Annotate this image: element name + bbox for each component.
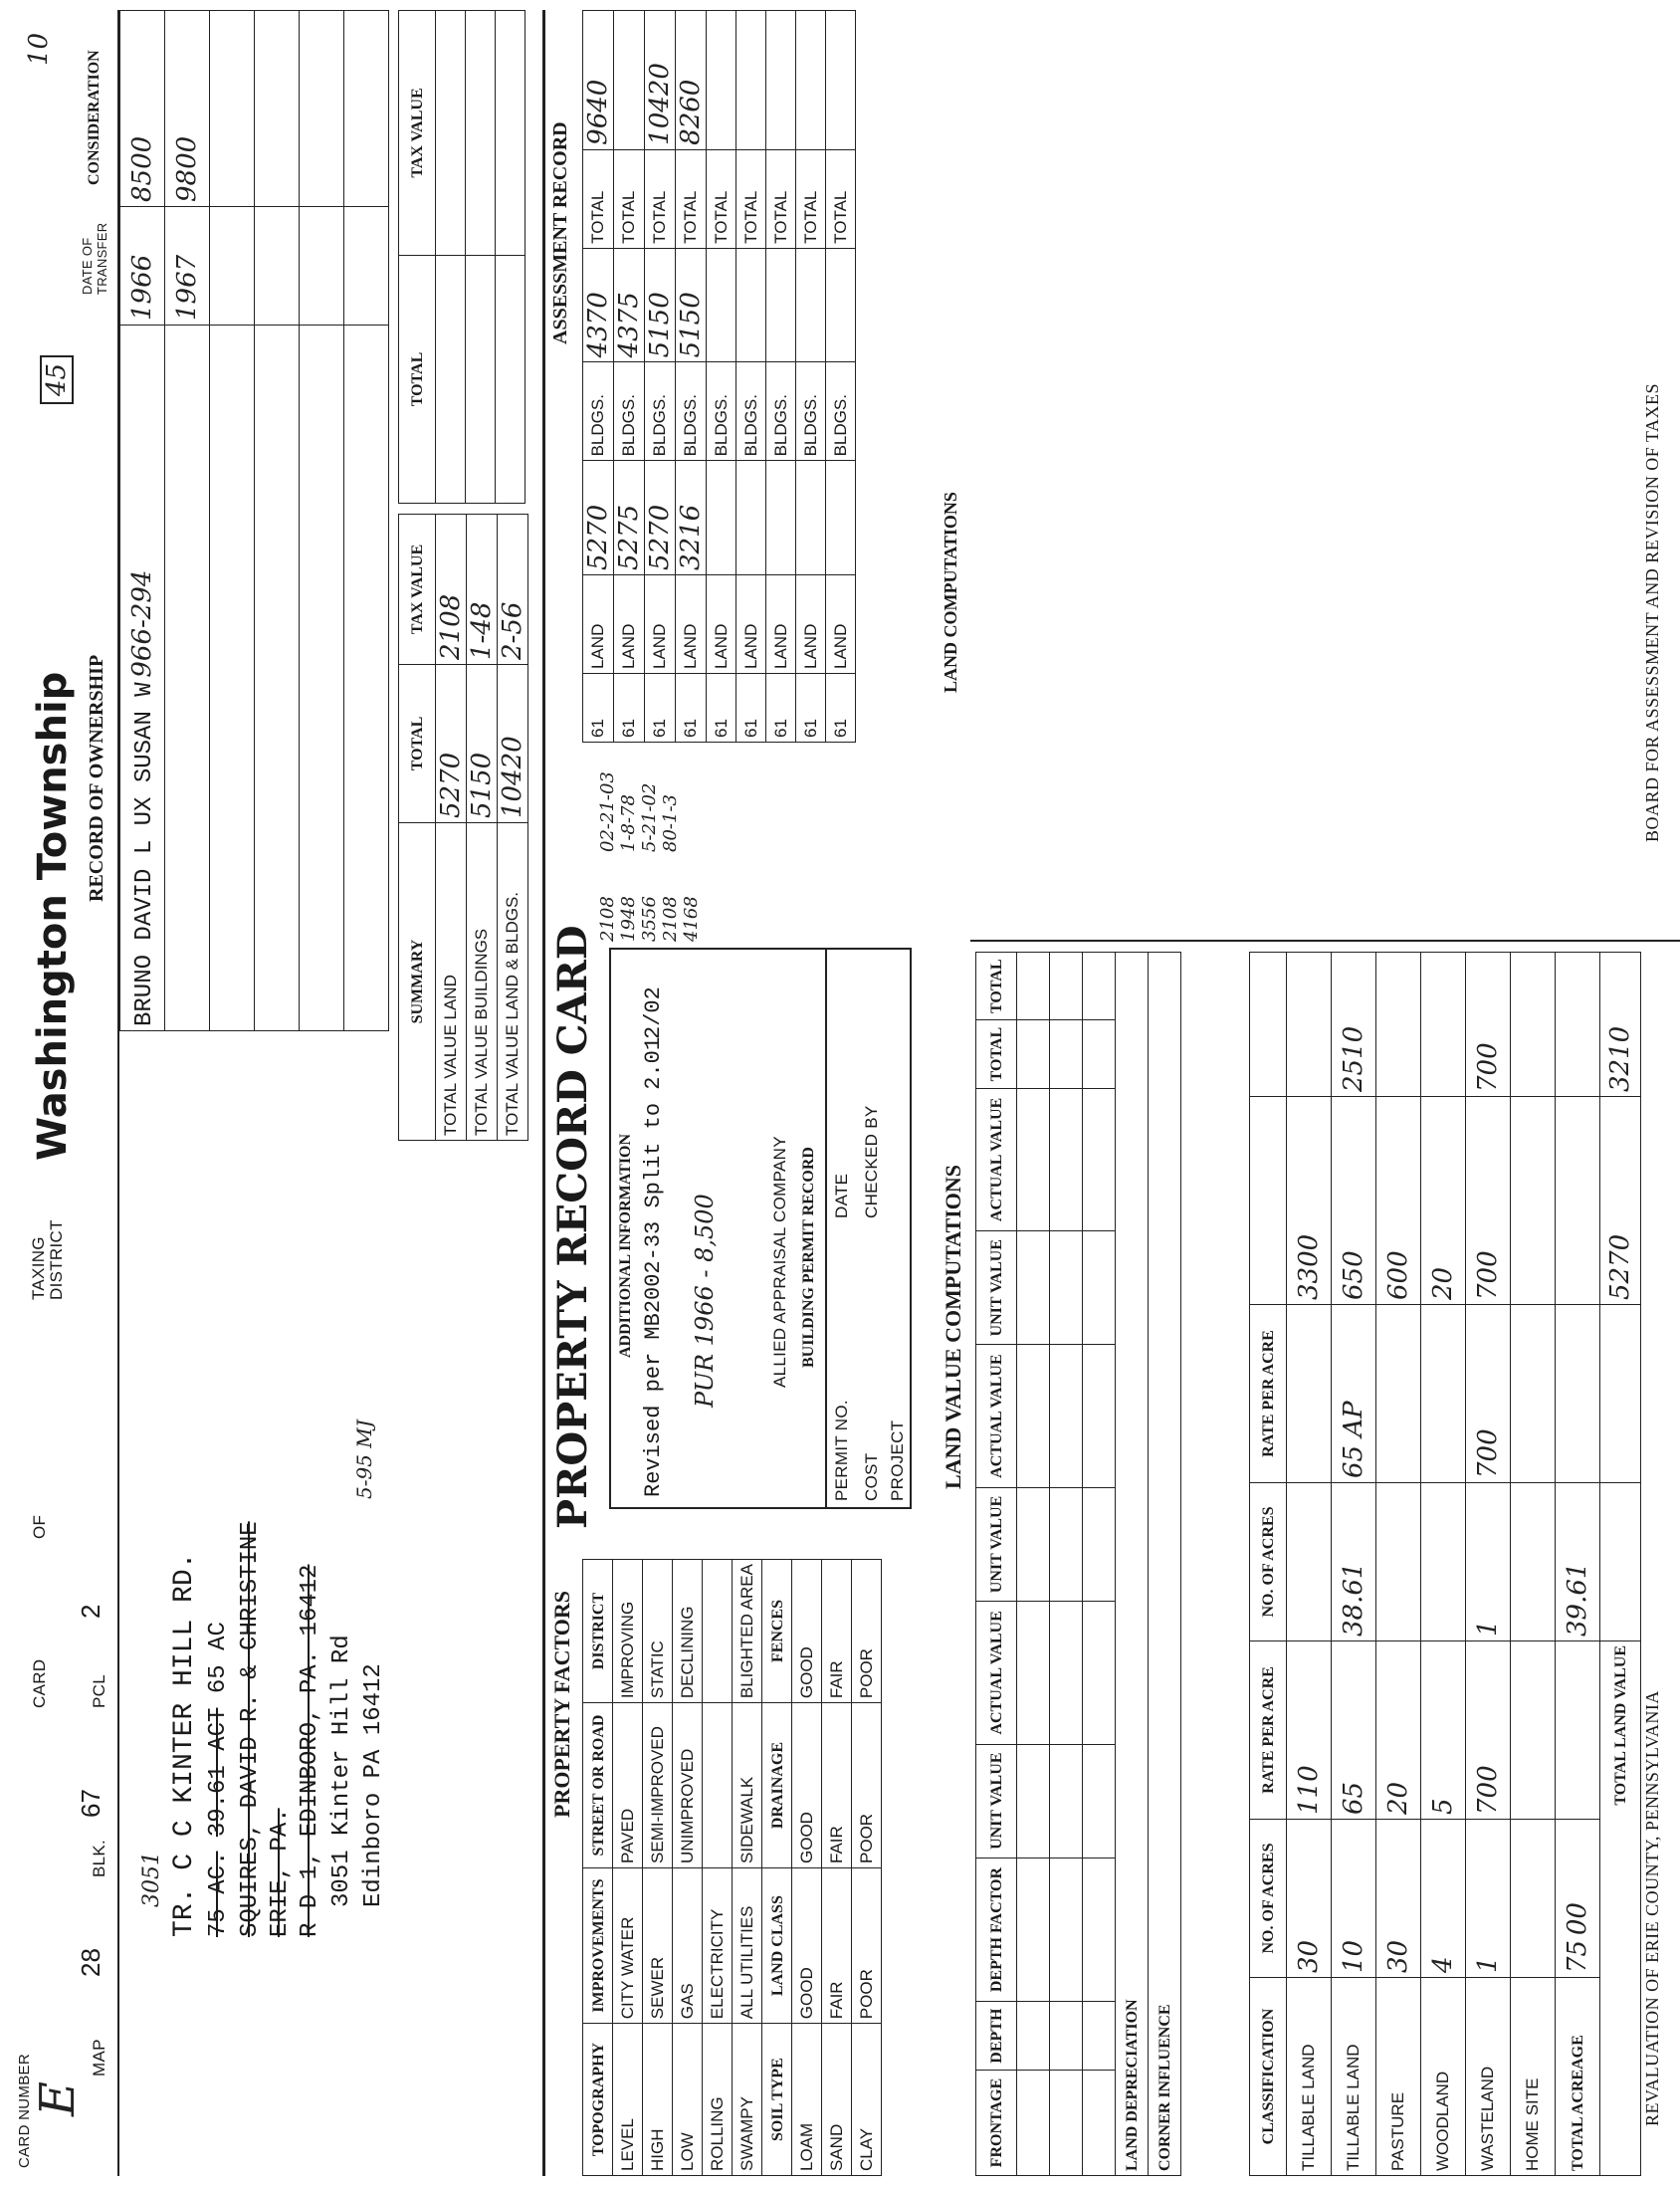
- pf-cell: POOR: [852, 1560, 882, 1703]
- total-acreage-label: TOTAL ACREAGE: [1570, 2035, 1586, 2171]
- assessment-group: [766, 11, 796, 743]
- prc-panel: [549, 925, 918, 1549]
- class-total: 600: [1383, 1250, 1413, 1300]
- corner-influence-label: CORNER INFLUENCE: [1156, 2004, 1173, 2171]
- pf-cell: LEVEL: [613, 2024, 643, 2176]
- assessment-group: [796, 11, 826, 743]
- pf-cell: GOOD: [792, 1703, 822, 1868]
- ownership-row: [210, 11, 255, 1031]
- permit-no-label: PERMIT NO.: [832, 1400, 851, 1501]
- pf-cell: [703, 1560, 733, 1703]
- total-land-value-label: TOTAL LAND VALUE: [1612, 1645, 1629, 1806]
- address-block: [139, 1151, 527, 1947]
- pf-header: STREET OR ROAD: [589, 1714, 607, 1857]
- side-value: 3556: [639, 896, 660, 942]
- class-header: CLASSIFICATION: [1260, 2008, 1277, 2145]
- bldgs-label: BLDGS.: [826, 362, 856, 461]
- checked-by-label: CHECKED BY: [862, 1105, 881, 1218]
- lv-header: UNIT VALUE: [988, 1752, 1005, 1850]
- summary-row: [436, 515, 467, 1141]
- pf-cell: SIDEWALK: [733, 1703, 762, 1868]
- year-code: 61: [800, 719, 820, 738]
- pf-cell: SWAMPY: [733, 2024, 762, 2176]
- pf-cell: FAIR: [822, 1867, 852, 2023]
- class-acres: 4: [1428, 1956, 1458, 1973]
- card-number-label: CARD NUMBER: [16, 2054, 33, 2168]
- land-label: LAND: [645, 575, 676, 674]
- pf-cell: LOAM: [792, 2024, 822, 2176]
- address-line7: Edinboro PA 16412: [360, 1663, 387, 1907]
- class-total: 650: [1339, 1250, 1368, 1300]
- pf-row: [852, 1560, 882, 2176]
- lv-header: ACTUAL VALUE: [988, 1611, 1005, 1735]
- ownership-row: [300, 11, 344, 1031]
- year-code: 61: [650, 719, 669, 738]
- total-label: TOTAL: [707, 149, 736, 248]
- lv-header: TOTAL: [988, 1026, 1005, 1082]
- class-label: TILLABLE LAND: [1287, 1978, 1332, 2176]
- summary-row-label: TOTAL VALUE LAND: [441, 975, 460, 1136]
- owner-deed: 966-294: [126, 569, 157, 678]
- pf-cell: IMPROVING: [613, 1560, 643, 1703]
- additional-info-label: ADDITIONAL INFORMATION: [617, 1133, 634, 1358]
- pf-row: [673, 1560, 703, 2176]
- assessment-bldgs: 4370: [583, 292, 613, 358]
- township-name: Washington Township: [30, 671, 76, 1161]
- assessment-total: 8260: [676, 79, 706, 145]
- property-factors-heading: PROPERTY FACTORS: [549, 1590, 574, 1818]
- year-code: 61: [740, 719, 760, 738]
- record-of-ownership-label: RECORD OF OWNERSHIP: [86, 654, 107, 902]
- classification-table: [1249, 952, 1641, 2176]
- summary-row-tax: 1-48: [467, 601, 497, 660]
- card-label: CARD: [30, 1658, 49, 1708]
- pf-header2: LAND CLASS: [768, 1895, 786, 1997]
- lv-header: FRONTAGE: [988, 2077, 1005, 2168]
- land-label: LAND: [676, 575, 707, 674]
- project-label: PROJECT: [888, 1420, 907, 1501]
- date-of-transfer-label: DATE OF TRANSFER: [80, 222, 109, 295]
- pf-cell: CITY WATER: [613, 1867, 643, 2023]
- summary-row-label: TOTAL VALUE BUILDINGS: [472, 928, 491, 1136]
- of-label: OF: [30, 1514, 49, 1539]
- total-acreage: 75: [1563, 1939, 1592, 1973]
- assessment-bldgs: 4375: [614, 292, 644, 358]
- assessment-group: [707, 11, 736, 743]
- total-land-value2: 3210: [1605, 1025, 1635, 1092]
- class-header: NO. OF ACRES: [1260, 1506, 1277, 1618]
- class-rate: 110: [1294, 1765, 1324, 1815]
- side-value: 2108: [660, 896, 681, 942]
- land-value-table: [975, 952, 1181, 2176]
- top-right-tax-label: TAX VALUE: [409, 88, 426, 178]
- address-line2-struck-b: 39.61 ACT: [205, 1707, 232, 1838]
- side-value: 2108: [597, 896, 618, 942]
- revised-date: 2/02: [641, 986, 666, 1039]
- bldgs-label: BLDGS.: [583, 362, 614, 461]
- pur-note: PUR 1966 - 8,500: [691, 1194, 719, 1408]
- class-acres: 30: [1294, 1939, 1324, 1973]
- class-total: 3300: [1294, 1233, 1324, 1300]
- class-row: [1332, 953, 1376, 2176]
- side-value: 1948: [618, 896, 639, 942]
- total-land-value: 5270: [1605, 1233, 1635, 1300]
- land-label: LAND: [826, 575, 856, 674]
- date-label: DATE: [832, 1173, 851, 1218]
- revised-note: Revised per MB2002-33 Split to 2.01: [641, 1036, 666, 1497]
- pf-cell: SEMI-IMPROVED: [643, 1703, 673, 1868]
- class-rate2: 65 AP: [1339, 1401, 1368, 1478]
- class-acres2: 1: [1473, 1620, 1503, 1637]
- lv-header: ACTUAL VALUE: [988, 1354, 1005, 1478]
- assessment-group: [736, 11, 766, 743]
- land-label: LAND: [766, 575, 796, 674]
- pf-row: [792, 1560, 822, 2176]
- class-label: HOME SITE: [1511, 1978, 1556, 2176]
- ownership-row: [165, 11, 210, 1031]
- class-header: RATE PER ACRE: [1260, 1666, 1277, 1794]
- land-computations-area: [970, 751, 1680, 942]
- address-line4: ERIE, PA.: [267, 1808, 294, 1937]
- assessment-group: [645, 11, 676, 743]
- assessment-group: [614, 11, 645, 743]
- pf-cell: HIGH: [643, 2024, 673, 2176]
- card-number-value: E: [30, 2080, 86, 2116]
- total-label: TOTAL: [736, 149, 766, 248]
- assessment-group: [583, 11, 614, 743]
- total-acreage-dec: 00: [1563, 1902, 1592, 1936]
- assessment-total: 10420: [645, 63, 675, 145]
- land-label: LAND: [736, 575, 766, 674]
- summary-row-label: TOTAL VALUE LAND & BLDGS.: [503, 891, 522, 1136]
- class-acres: 10: [1339, 1939, 1368, 1973]
- bldgs-label: BLDGS.: [736, 362, 766, 461]
- year-code: 61: [770, 719, 790, 738]
- class-acres: 1: [1473, 1956, 1503, 1973]
- class-row: [1376, 953, 1421, 2176]
- assessment-table: [582, 10, 856, 743]
- cost-label: COST: [862, 1452, 881, 1501]
- owner-consideration: 9800: [172, 135, 202, 202]
- owner-name: BRUNO DAVID L UX SUSAN W: [130, 682, 158, 1026]
- total-label: TOTAL: [614, 149, 645, 248]
- total-label: TOTAL: [676, 149, 707, 248]
- pf-header2: FENCES: [768, 1600, 786, 1663]
- side-values: [597, 862, 926, 942]
- assessment-land: 5270: [583, 504, 613, 570]
- assessment-group: [676, 11, 707, 743]
- address-line5: R D 1, EDINBORO, PA. 16412: [297, 1564, 323, 1937]
- pf-header2: SOIL TYPE: [768, 2058, 786, 2141]
- ownership-table: [119, 10, 389, 1031]
- year-code: 61: [830, 719, 850, 738]
- lv-header: DEPTH: [988, 2008, 1005, 2064]
- owner-date: 1966: [127, 254, 157, 321]
- pf-cell: UNIMPROVED: [673, 1703, 703, 1868]
- pf-cell: STATIC: [643, 1560, 673, 1703]
- address-line2-struck: 75 AC.: [205, 1851, 232, 1937]
- prc-box: [609, 948, 912, 1509]
- summary-total-label: TOTAL: [409, 716, 426, 771]
- footer-right: BOARD FOR ASSESSMENT AND REVISION OF TAXES: [1642, 383, 1662, 842]
- pf-cell: GOOD: [792, 1560, 822, 1703]
- pf-cell: ALL UTILITIES: [733, 1867, 762, 2023]
- ownership-row: [120, 11, 165, 1031]
- pcl-label: PCL: [90, 1674, 108, 1708]
- class-total: 20: [1428, 1266, 1458, 1300]
- land-label: LAND: [707, 575, 736, 674]
- class-row: [1466, 953, 1511, 2176]
- top-right-total-label: TOTAL: [409, 351, 426, 407]
- assessment-total: 9640: [583, 79, 613, 145]
- total-label: TOTAL: [826, 149, 856, 248]
- summary-table: [398, 514, 528, 1141]
- class-rate: 700: [1473, 1765, 1503, 1815]
- class-total: 700: [1473, 1250, 1503, 1300]
- pf-cell: FAIR: [822, 1560, 852, 1703]
- assessment-bldgs: 5150: [676, 292, 706, 358]
- class-rate: 20: [1383, 1781, 1413, 1815]
- consideration-label: CONSIDERATION: [86, 50, 103, 185]
- pf-header2: DRAINAGE: [768, 1741, 786, 1830]
- year-code: 61: [619, 719, 638, 738]
- bldgs-label: BLDGS.: [707, 362, 736, 461]
- lv-header: UNIT VALUE: [988, 1239, 1005, 1337]
- class-rate: 65: [1339, 1781, 1368, 1815]
- side-date: 80-1-3: [660, 794, 681, 852]
- pf-cell: CLAY: [852, 2024, 882, 2176]
- address-line6: 3051 Kinter Hill Rd: [328, 1635, 355, 1907]
- assessment-heading: ASSESSMENT RECORD: [549, 121, 571, 344]
- assessment-land: 5270: [645, 504, 675, 570]
- boxed-number: 45: [40, 355, 74, 404]
- property-factors-table: [582, 1559, 882, 2176]
- summary-row-total: 5270: [436, 752, 466, 818]
- lv-header: DEPTH FACTOR: [988, 1866, 1005, 1993]
- blk-label: BLK.: [90, 1839, 108, 1877]
- taxing-district-label: TAXING DISTRICT: [29, 1219, 66, 1300]
- class-total2: 2510: [1339, 1025, 1368, 1092]
- address-line1: TR. C C KINTER HILL RD.: [169, 1552, 200, 1937]
- land-label: LAND: [796, 575, 826, 674]
- pf-cell: POOR: [852, 1703, 882, 1868]
- blk-value: 67: [76, 1789, 105, 1818]
- page-number: 10: [24, 32, 54, 66]
- class-label: WOODLAND: [1421, 1978, 1466, 2176]
- summary-heading: SUMMARY: [409, 939, 426, 1024]
- class-acres2: 38.61: [1339, 1562, 1368, 1637]
- bldgs-label: BLDGS.: [676, 362, 707, 461]
- pf-header: TOPOGRAPHY: [589, 2042, 607, 2157]
- pf-row: [613, 1560, 643, 2176]
- bldgs-label: BLDGS.: [614, 362, 645, 461]
- bldgs-label: BLDGS.: [766, 362, 796, 461]
- pf-row: [703, 1560, 733, 2176]
- class-header: RATE PER ACRE: [1260, 1330, 1277, 1457]
- pf-cell: POOR: [852, 1867, 882, 2023]
- side-dates: [597, 753, 926, 852]
- pf-cell: FAIR: [822, 1703, 852, 1868]
- year-code: 61: [681, 719, 700, 738]
- map-value: 28: [76, 1948, 105, 1977]
- side-date: 1-8-78: [618, 794, 639, 852]
- pf-header: IMPROVEMENTS: [589, 1878, 607, 2013]
- assessment-land: 5275: [614, 504, 644, 570]
- pf-cell: GOOD: [792, 1867, 822, 2023]
- pf-cell: DECLINING: [673, 1560, 703, 1703]
- year-code: 61: [711, 719, 731, 738]
- pcl-value: 2: [76, 1604, 105, 1619]
- class-acres: 30: [1383, 1939, 1413, 1973]
- pf-row: [822, 1560, 852, 2176]
- pf-cell: BLIGHTED AREA: [733, 1560, 762, 1703]
- pf-cell: [703, 1703, 733, 1868]
- total-acreage2: 39.61: [1563, 1562, 1592, 1637]
- pf-cell: PAVED: [613, 1703, 643, 1868]
- total-label: TOTAL: [645, 149, 676, 248]
- summary-row: [498, 515, 528, 1141]
- assessment-land: 3216: [676, 504, 706, 570]
- company-name: ALLIED APPRAISAL COMPANY: [770, 1136, 789, 1388]
- class-rate2: 700: [1473, 1428, 1503, 1478]
- side-date: 5-21-02: [639, 782, 660, 852]
- pf-header: DISTRICT: [589, 1592, 607, 1670]
- class-label: PASTURE: [1376, 1978, 1421, 2176]
- summary-row-total: 10420: [498, 736, 527, 818]
- owner-consideration: 8500: [127, 135, 157, 202]
- class-rate: 5: [1428, 1798, 1458, 1815]
- total-land-value-row: [1600, 953, 1641, 2176]
- year-code: 61: [588, 719, 607, 738]
- class-header: NO. OF ACRES: [1260, 1843, 1277, 1954]
- owner-date: 1967: [172, 254, 202, 321]
- total-label: TOTAL: [766, 149, 796, 248]
- class-row: [1421, 953, 1466, 2176]
- class-label: TILLABLE LAND: [1332, 1978, 1376, 2176]
- address-line3: SQUIRES, DAVID R. & CHRISTINE: [237, 1521, 264, 1937]
- summary-row: [467, 515, 498, 1141]
- class-row: [1511, 953, 1556, 2176]
- summary-row-total: 5150: [467, 752, 497, 818]
- footer-left: REVALUATION OF ERIE COUNTY, PENNSYLVANIA: [1642, 1690, 1662, 2126]
- pf-row: [643, 1560, 673, 2176]
- pf-cell: GAS: [673, 1867, 703, 2023]
- land-depreciation-label: LAND DEPRECIATION: [1124, 1999, 1141, 2171]
- address-number-note: 3051: [139, 1852, 164, 1907]
- pf-cell: LOW: [673, 2024, 703, 2176]
- ownership-row: [344, 11, 389, 1031]
- bldgs-label: BLDGS.: [645, 362, 676, 461]
- land-value-heading: LAND VALUE COMPUTATIONS: [941, 1165, 965, 1489]
- address-line2: [205, 1622, 232, 1937]
- total-acreage-row: [1556, 953, 1600, 2176]
- permit-heading: BUILDING PERMIT RECORD: [800, 1147, 817, 1368]
- pf-cell: SEWER: [643, 1867, 673, 2023]
- pf-row: [733, 1560, 762, 2176]
- address-note: 5-95 MJ: [352, 1420, 376, 1499]
- summary-tax-label: TAX VALUE: [409, 544, 426, 635]
- side-value: 4168: [681, 896, 702, 942]
- map-label: MAP: [90, 2039, 108, 2077]
- pf-cell: ELECTRICITY: [703, 1867, 733, 2023]
- class-row: [1287, 953, 1332, 2176]
- top-right-table: [398, 10, 525, 504]
- land-label: LAND: [614, 575, 645, 674]
- address-line2-tail: 65 AC: [205, 1622, 232, 1694]
- side-date: 02-21-03: [597, 771, 618, 852]
- total-label: TOTAL: [796, 149, 826, 248]
- ownership-row: [255, 11, 300, 1031]
- land-computations-label: LAND COMPUTATIONS: [941, 492, 960, 693]
- land-label: LAND: [583, 575, 614, 674]
- summary-row-tax: 2108: [436, 593, 466, 660]
- header-strip: [10, 10, 119, 2176]
- lv-header: UNIT VALUE: [988, 1495, 1005, 1594]
- lv-header: TOTAL: [988, 959, 1005, 1013]
- bldgs-label: BLDGS.: [796, 362, 826, 461]
- prc-title: PROPERTY RECORD CARD: [549, 925, 596, 1529]
- class-label: WASTELAND: [1466, 1978, 1511, 2176]
- total-label: TOTAL: [583, 149, 614, 248]
- pf-cell: SAND: [822, 2024, 852, 2176]
- pf-cell: ROLLING: [703, 2024, 733, 2176]
- lv-header: ACTUAL VALUE: [988, 1097, 1005, 1222]
- assessment-bldgs: 5150: [645, 292, 675, 358]
- assessment-group: [826, 11, 856, 743]
- class-total2: 700: [1473, 1042, 1503, 1092]
- summary-row-tax: 2-56: [498, 601, 527, 660]
